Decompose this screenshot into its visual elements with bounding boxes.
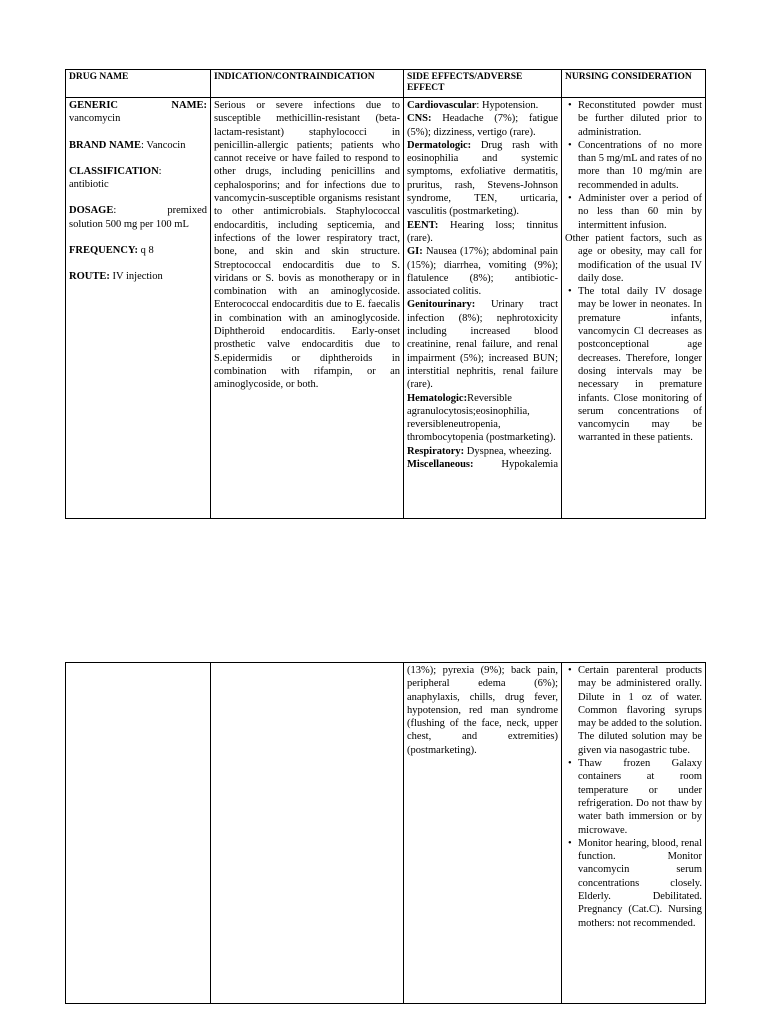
table-row [66,663,706,1004]
frequency-value: q 8 [138,245,154,257]
side-effects-continued-cell: (13%); pyrexia (9%); back pain, peripheral edema (6%); anaphylaxis, chills, drug fever, hypotension, red man syndrome (flushing of the face, neck, upper chest, and extremities) (postmarketing). [404,663,562,1004]
list-item: • Reconstituted powder must be further diluted prior to administration. [578,99,702,139]
side-effects-cell [404,98,562,519]
drug-table-page-2 [65,662,706,1004]
nursing-paragraph: Other patient factors, such as age or obesity, may call for modification of the usual IV daily dose. [565,232,702,284]
frequency-block [69,244,207,257]
nursing-list [565,285,702,445]
brand-name-label: BRAND NAME [69,139,142,151]
indication-cell: Serious or severe infections due to susceptible methicillin-resistant (beta-lactam-resistant) staphylococci in penicillin-allergic patients; patients who cannot receive or have failed to respond to other drugs, including penicillins and cephalosporins; and for infections due to vancomycin-susceptible organisms resistant to other antimicrobials. Staphylococcal endocarditis, including septicemia, and infections of the lower respiratory tract, bone, and skin and skin structure. Streptococcal endocarditis due to S. viridans or S. bovis as monotherapy or in combination with an aminoglycoside. Enterococcal endocarditis due to E. faecalis in combination with an aminoglycoside. Diphtheroid endocarditis. Early-onset prosthetic valve endocarditis due to S.epidermidis or diphtheroids in combination with rifampin, or an aminoglycoside, or both. [211,98,404,519]
route-value: IV injection [109,271,163,283]
side-effect-dermatologic: Dermatologic: Drug rash with eosinophilia and systemic symptoms, exfoliative dermatitis, pruritus, rash, Stevens-Johnson syndrome, TEN, urticaria, vasculitis (postmarketing). [407,139,558,218]
drug-info-cell [66,98,211,519]
indication-cell-empty [211,663,404,1004]
header-indication: INDICATION/CONTRAINDICATION [211,70,404,98]
route-block [69,270,207,283]
dosage-value: premixed solution 500 mg per 100 mL [69,205,207,230]
header-drug-name: DRUG NAME [66,70,211,98]
generic-name-block: GENERIC NAME: vancomycin [69,100,207,125]
header-side-effects: SIDE EFFECTS/ADVERSE EFFECT [404,70,562,98]
list-item: • Certain parenteral products may be administered orally. Dilute in 1 oz of water. Common flavoring syrups may be added to the solution. The diluted solution may be given via nasogastric tube. [578,664,702,757]
brand-name-value: : Vancocin [141,139,186,151]
side-effect-genitourinary: Genitourinary: Urinary tract infection (8%); nephrotoxicity including increased blood creatinine, renal failure, and renal impairment (5%); increased BUN; interstitial nephritis, renal failure (rare). [407,299,558,391]
list-item: • Thaw frozen Galaxy containers at room temperature or under refrigeration. Do not thaw by water bath immersion or by microwave. [578,757,702,837]
side-effect-eent: EENT: Hearing loss; tinnitus (rare). [407,219,558,244]
classification-value: antibiotic [69,179,109,191]
dosage-label: DOSAGE [69,205,114,217]
list-item: • Administer over a period of no less than 60 min by intermittent infusion. [578,192,702,232]
list-item: • The total daily IV dosage may be lower in neonates. In premature infants, vancomycin Cl decreases as postconceptional age decreases. Therefore, longer dosing intervals may be necessary in premature infants. Close monitoring of serum concentrations of vancomycin may be warranted in these patients. [578,285,702,445]
brand-name-block [69,139,207,152]
side-effect-gi: GI: Nausea (17%); abdominal pain (15%); diarrhea, vomiting (9%); flatulence (8%); antibiotic-associated colitis. [407,246,558,298]
side-effect-hematologic: Hematologic:Reversible agranulocytosis;eosinophilia, reversibleneutropenia, thrombocytopenia (postmarketing). [407,392,556,444]
generic-name-label: GENERIC NAME [69,100,204,111]
table-row [66,98,706,519]
dosage-block: DOSAGE: premixed solution 500 mg per 100 mL [69,205,207,230]
table-header-row [66,70,706,98]
side-effect-miscellaneous: Miscellaneous: Hypokalemia [407,459,558,471]
generic-name-value: vancomycin [69,113,121,125]
list-item: • Monitor hearing, blood, renal function. Monitor vancomycin serum concentrations closely. Elderly. Debilitated. Pregnancy (Cat.C). Nursing mothers: not recommended. [578,837,702,930]
drug-info-cell-empty [66,663,211,1004]
header-nursing: NURSING CONSIDERATION [562,70,706,98]
side-effect-cardiovascular: Cardiovascular: Hypotension. [407,100,539,111]
nursing-list [565,664,702,930]
drug-table-page-1 [65,69,706,519]
side-effect-cns: CNS: Headache (7%); fatigue (5%); dizziness, vertigo (rare). [407,113,558,138]
nursing-continued-cell [562,663,706,1004]
frequency-label: FREQUENCY: [69,245,139,257]
side-effect-respiratory: Respiratory: Dyspnea, wheezing. [407,445,552,457]
route-label: ROUTE: [69,271,110,283]
nursing-list [565,99,702,232]
classification-block: CLASSIFICATION: antibiotic [69,165,207,192]
nursing-cell [562,98,706,519]
list-item: • Concentrations of no more than 5 mg/mL and rates of no more than 10 mg/min are recommended in adults. [578,139,702,192]
classification-label: CLASSIFICATION [69,165,159,177]
